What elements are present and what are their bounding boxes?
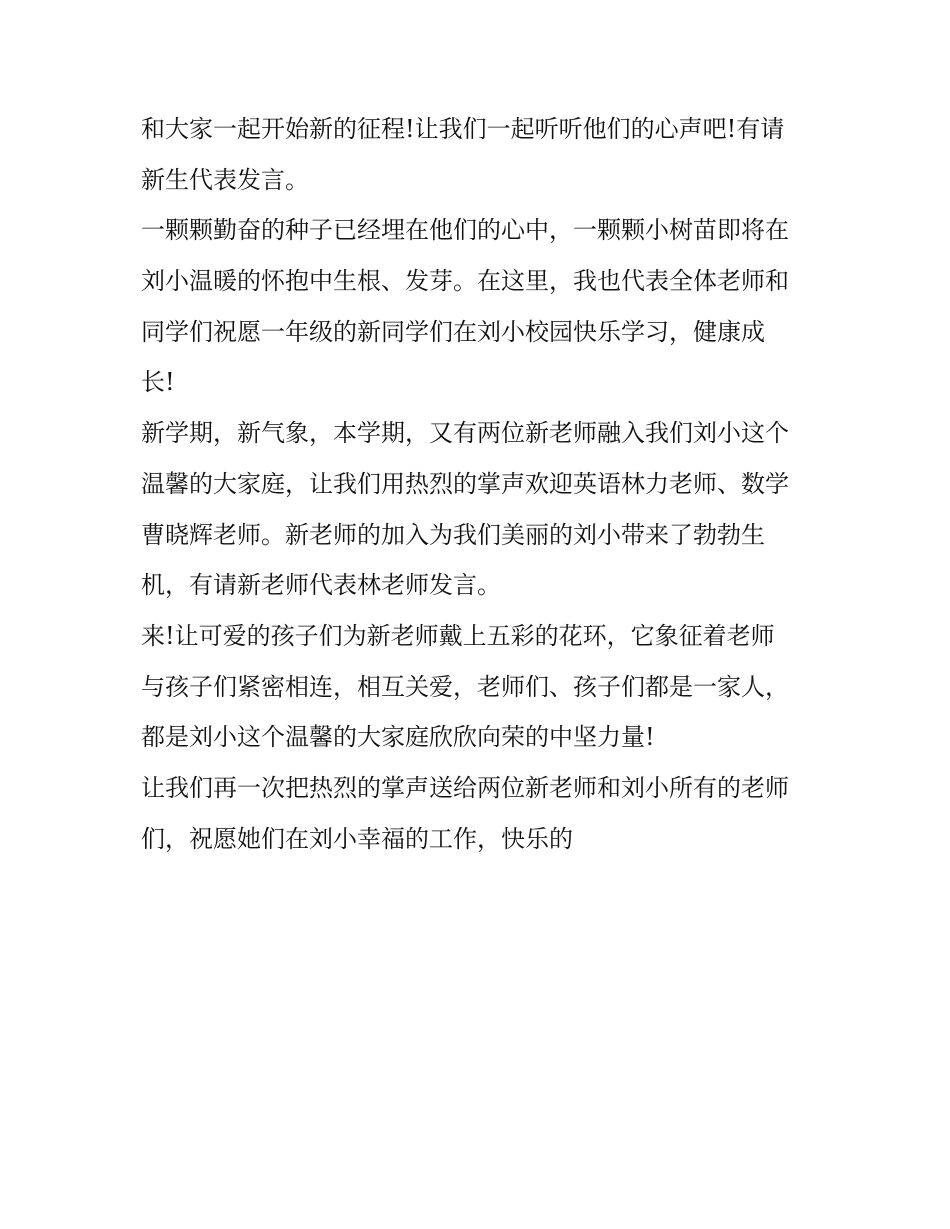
- text-line: 新生代表发言。: [141, 165, 309, 194]
- text-line: 与孩子们紧密相连，相互关爱，老师们、孩子们都是一家人，: [141, 672, 789, 701]
- text-line: 新学期，新气象，本学期，又有两位新老师融入我们刘小这个: [141, 419, 789, 448]
- text-line: 温馨的大家庭，让我们用热烈的掌声欢迎英语林力老师、数学: [141, 469, 789, 498]
- text-line: 曹晓辉老师。新老师的加入为我们美丽的刘小带来了勃勃生: [141, 520, 765, 549]
- document-body: [141, 104, 821, 864]
- text-line: 一颗颗勤奋的种子已经埋在他们的心中，一颗颗小树苗即将在: [141, 216, 789, 245]
- text-line: 们，祝愿她们在刘小幸福的工作，快乐的: [141, 824, 573, 853]
- text-line: 来!让可爱的孩子们为新老师戴上五彩的花环，它象征着老师: [141, 621, 775, 650]
- text-line: 让我们再一次把热烈的掌声送给两位新老师和刘小所有的老师: [141, 773, 789, 802]
- text-line: 都是刘小这个温馨的大家庭欣欣向荣的中坚力量!: [141, 723, 655, 752]
- text-line: 和大家一起开始新的征程!让我们一起听听他们的心声吧!有请: [141, 115, 785, 143]
- text-line: 长!: [141, 368, 175, 397]
- text-line: 机，有请新老师代表林老师发言。: [141, 571, 501, 600]
- text-line: 刘小温暖的怀抱中生根、发芽。在这里，我也代表全体老师和: [141, 267, 789, 296]
- text-line: 同学们祝愿一年级的新同学们在刘小校园快乐学习，健康成: [141, 317, 765, 346]
